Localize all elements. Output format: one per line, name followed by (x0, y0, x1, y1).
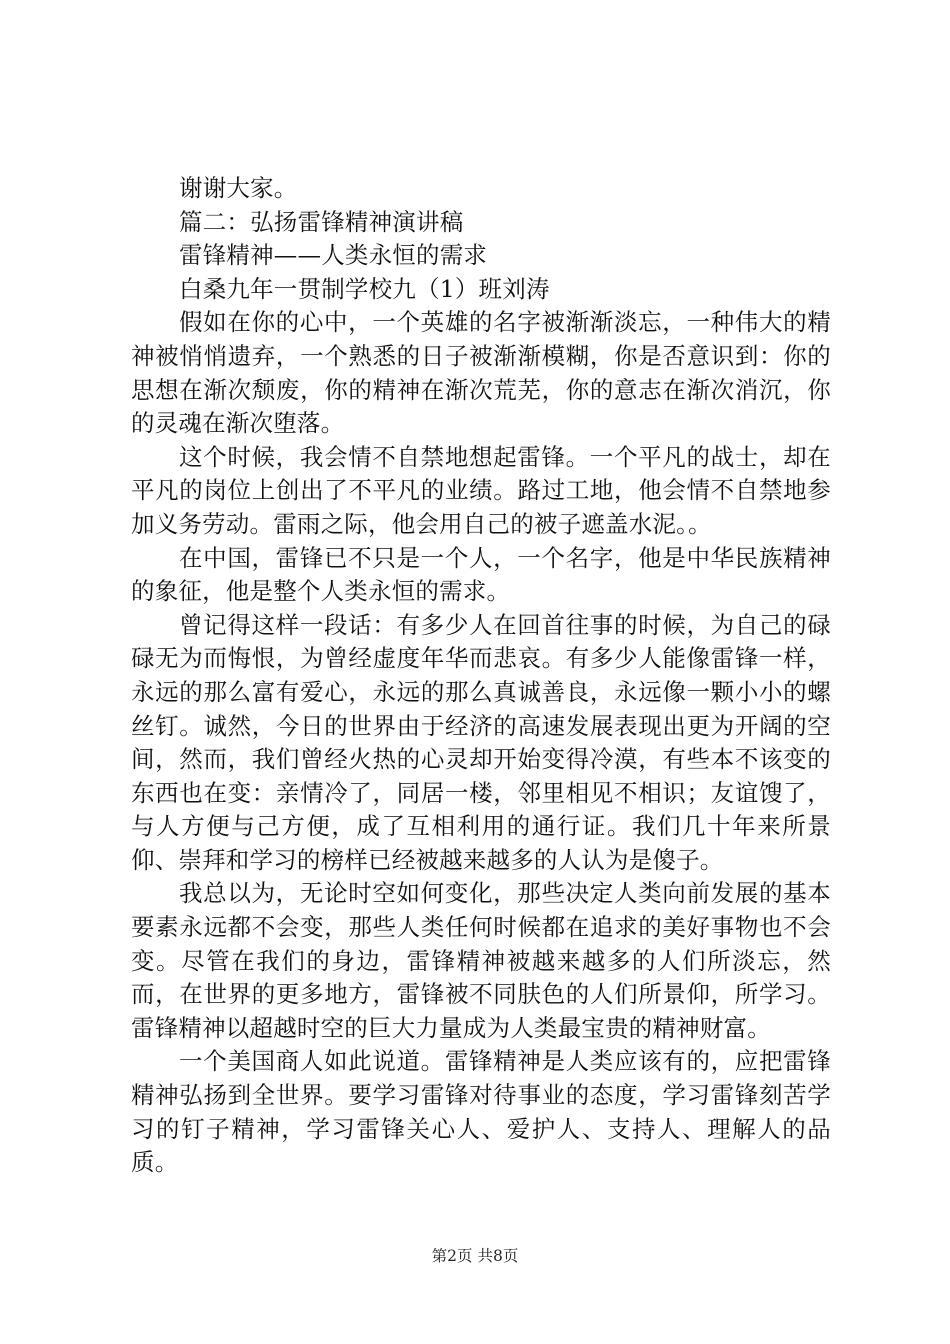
paragraph: 在中国，雷锋已不只是一个人，一个名字，他是中华民族精神的象征，他是整个人类永恒的需求。 (131, 543, 831, 606)
speech-title: 雷锋精神——人类永恒的需求 (179, 241, 488, 270)
document-body (131, 172, 831, 1180)
section-heading: 篇二：弘扬雷锋精神演讲稿 (179, 207, 464, 236)
page-number-footer: 第2页 共8页 (431, 1247, 519, 1265)
paragraph: 一个美国商人如此说道。雷锋精神是人类应该有的，应把雷锋精神弘扬到全世界。要学习雷锋对待事业的态度，学习雷锋刻苦学习的钉子精神，学习雷锋关心人、爱护人、支持人、理解人的品质。 (131, 1047, 831, 1177)
paragraph: 曾记得这样一段话：有多少人在回首往事的时候，为自己的碌碌无为而悔恨，为曾经虚度年华而悲哀。有多少人能像雷锋一样，永远的那么富有爱心，永远的那么真诚善良，永远像一颗小小的螺丝钉。诚然，今日的世界由于经济的高速发展表现出更为开阔的空间，然而，我们曾经火热的心灵却开始变得冷漠，有些本不该变的东西也在变：亲情冷了，同居一楼，邻里相见不相识；友谊馊了，与人方便与己方便，成了互相利用的通行证。我们几十年来所景仰、崇拜和学习的榜样已经被越来越多的人认为是傻子。 (131, 610, 831, 874)
paragraph: 我总以为，无论时空如何变化，那些决定人类向前发展的基本要素永远都不会变，那些人类任何时候都在追求的美好事物也不会变。尽管在我们的身边，雷锋精神被越来越多的人们所淡忘，然而，在世界的更多地方，雷锋被不同肤色的人们所景仰，所学习。雷锋精神以超越时空的巨大力量成为人类最宝贵的精神财富。 (131, 879, 831, 1042)
closing-line: 谢谢大家。 (179, 174, 298, 202)
paragraph: 这个时候，我会情不自禁地想起雷锋。一个平凡的战士，却在平凡的岗位上创出了不平凡的业绩。路过工地，他会情不自禁地参加义务劳动。雷雨之际，他会用自己的被子遮盖水泥。。 (131, 442, 831, 538)
author-line: 白桑九年一贯制学校九（1）班刘涛 (179, 274, 550, 303)
paragraph: 假如在你的心中，一个英雄的名字被渐渐淡忘，一种伟大的精神被悄悄遗弃，一个熟悉的日子被渐渐模糊，你是否意识到：你的思想在渐次颓废，你的精神在渐次荒芜，你的意志在渐次消沉，你的灵魂在渐次堕落。 (131, 308, 831, 438)
